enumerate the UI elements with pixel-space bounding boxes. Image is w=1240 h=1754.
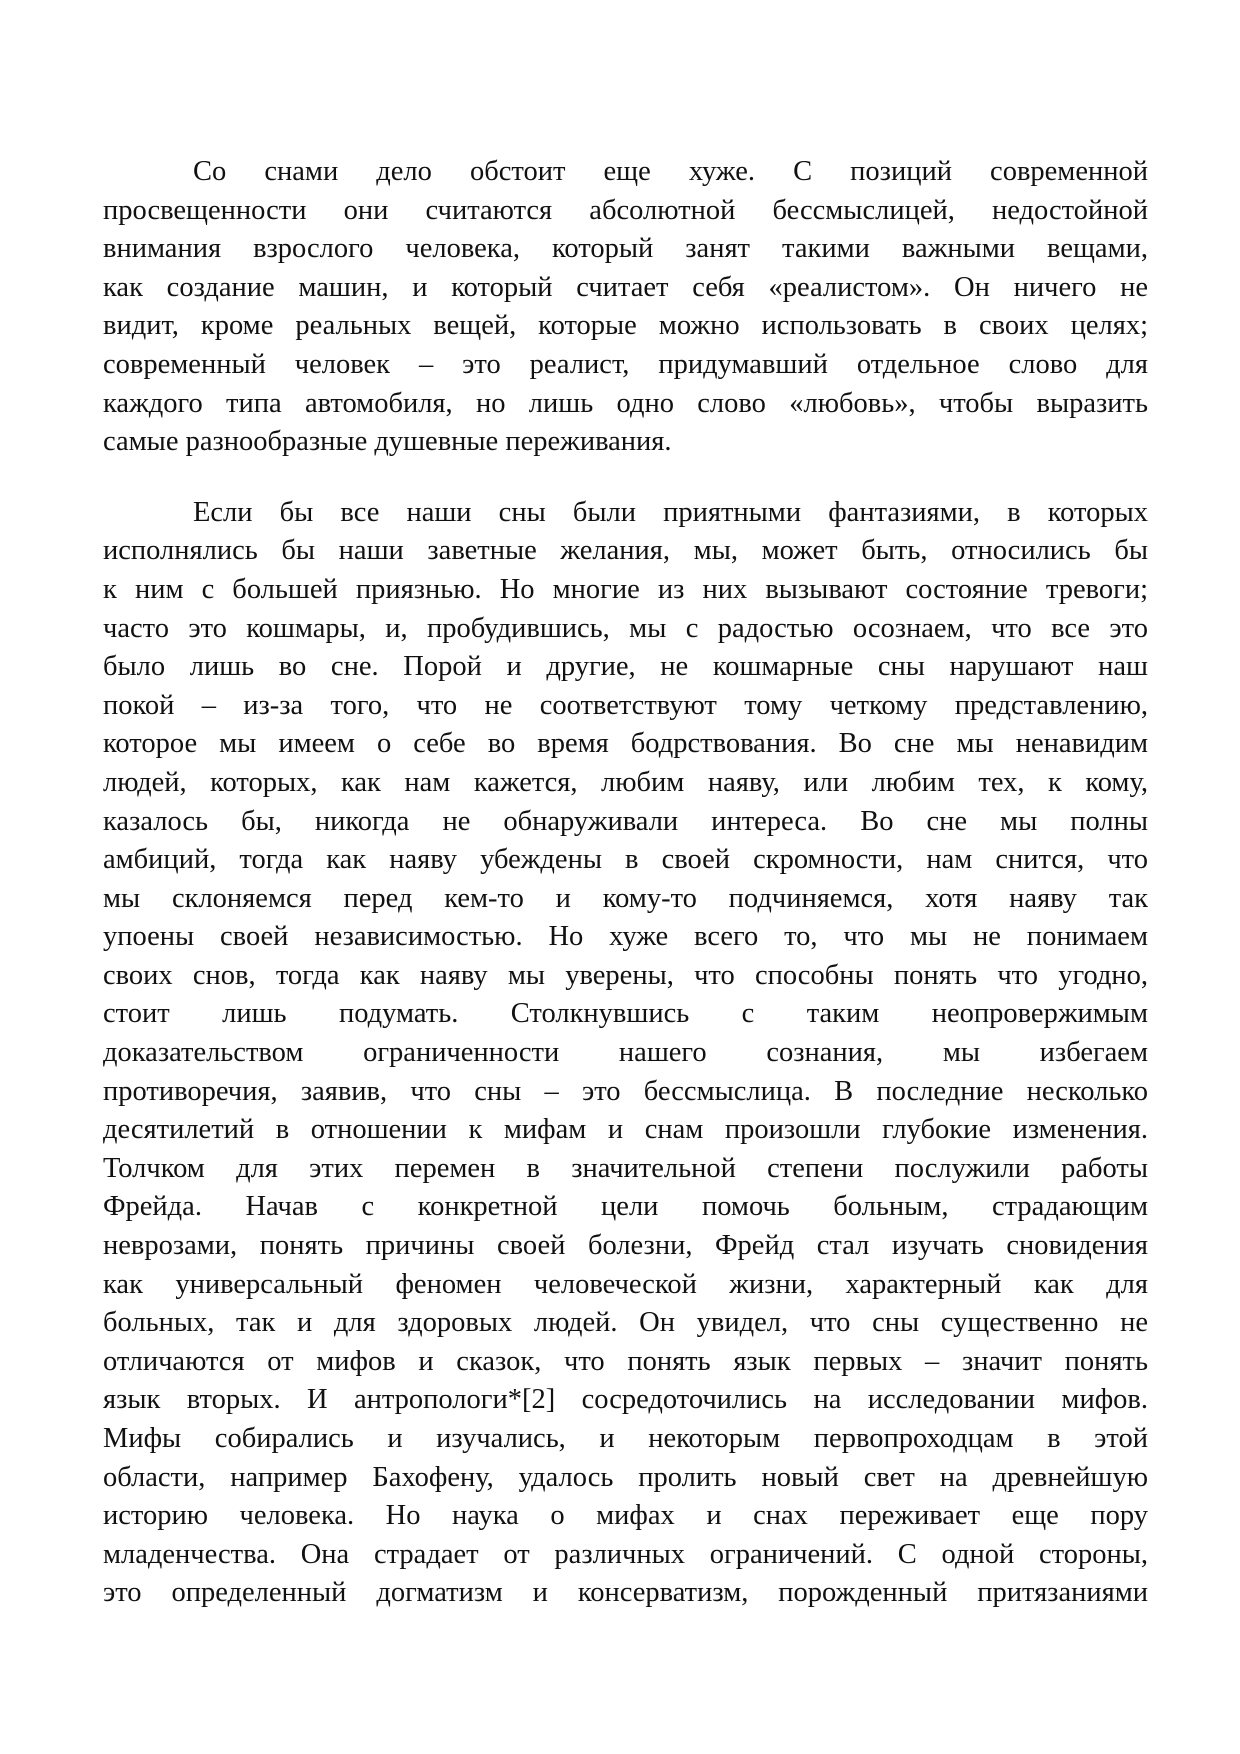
text-line: Если бы все наши сны были приятными фантазиями, в которых — [193, 496, 1148, 528]
text-line: отличаются от мифов и сказок, что понять язык первых – значит понять — [103, 1345, 1148, 1377]
text-line: упоены своей независимостью. Но хуже всего то, что мы не понимаем — [103, 921, 1148, 953]
paragraph-dreams-nonsense — [103, 153, 1148, 462]
text-line: современный человек – это реалист, придумавший отдельное слово для — [103, 348, 1148, 380]
text-line: своих снов, тогда как наяву мы уверены, что способны понять что угодно, — [103, 959, 1148, 991]
text-line: казалось бы, никогда не обнаруживали интереса. Во сне мы полны — [103, 805, 1148, 837]
text-line: больных, так и для здоровых людей. Он увидел, что сны существенно не — [103, 1307, 1148, 1339]
text-line: Фрейда. Начав с конкретной цели помочь больным, страдающим — [103, 1191, 1148, 1223]
text-line: Толчком для этих перемен в значительной степени послужили работы — [103, 1152, 1148, 1184]
text-line: неврозами, понять причины своей болезни, Фрейд стал изучать сновидения — [103, 1230, 1148, 1262]
text-line: внимания взрослого человека, который занят такими важными вещами, — [103, 233, 1148, 265]
text-line: амбиций, тогда как наяву убеждены в своей скромности, нам снится, что — [103, 844, 1148, 876]
text-line: просвещенности они считаются абсолютной бессмыслицей, недостойной — [103, 194, 1148, 226]
document-page — [103, 153, 1148, 1613]
text-line: часто это кошмары, и, пробудившись, мы с радостью осознаем, что все это — [103, 612, 1148, 644]
text-line: десятилетий в отношении к мифам и снам произошли глубокие изменения. — [103, 1114, 1148, 1146]
text-line: области, например Бахофену, удалось пролить новый свет на древнейшую — [103, 1461, 1148, 1493]
text-line: это определенный догматизм и консерватизм, порожденный притязаниями — [103, 1577, 1148, 1609]
text-line: младенчества. Она страдает от различных ограничений. С одной стороны, — [103, 1538, 1148, 1570]
text-line: историю человека. Но наука о мифах и снах переживает еще пору — [103, 1500, 1148, 1532]
text-line: язык вторых. И антропологи*[2] сосредоточились на исследовании мифов. — [103, 1384, 1148, 1416]
text-line: Со снами дело обстоит еще хуже. С позиций современной — [193, 156, 1148, 187]
text-line: как универсальный феномен человеческой жизни, характерный как для — [103, 1268, 1148, 1300]
text-line: к ним с большей приязнью. Но многие из них вызывают состояние тревоги; — [103, 573, 1148, 605]
text-line: каждого типа автомобиля, но лишь одно слово «любовь», чтобы выразить — [103, 387, 1148, 419]
text-line: было лишь во сне. Порой и другие, не кошмарные сны нарушают наш — [103, 651, 1148, 683]
text-line: людей, которых, как нам кажется, любим наяву, или любим тех, к кому, — [103, 766, 1148, 798]
text-line: стоит лишь подумать. Столкнувшись с таким неопровержимым — [103, 998, 1148, 1030]
text-line: доказательством ограниченности нашего сознания, мы избегаем — [103, 1037, 1148, 1069]
text-line: самые разнообразные душевные переживания. — [103, 426, 672, 458]
text-line: видит, кроме реальных вещей, которые можно использовать в своих целях; — [103, 310, 1148, 342]
text-line: которое мы имеем о себе во время бодрствования. Во сне мы ненавидим — [103, 728, 1148, 760]
paragraph-dreams-freud — [103, 494, 1148, 1613]
text-line: противоречия, заявив, что сны – это бессмыслица. В последние несколько — [103, 1075, 1148, 1107]
text-line: как создание машин, и который считает себя «реалистом». Он ничего не — [103, 271, 1148, 303]
text-line: мы склоняемся перед кем-то и кому-то подчиняемся, хотя наяву так — [103, 882, 1148, 914]
text-line: Мифы собирались и изучались, и некоторым первопроходцам в этой — [103, 1423, 1148, 1454]
text-line: покой – из-за того, что не соответствуют тому четкому представлению, — [103, 689, 1148, 721]
text-line: исполнялись бы наши заветные желания, мы, может быть, относились бы — [103, 535, 1148, 567]
